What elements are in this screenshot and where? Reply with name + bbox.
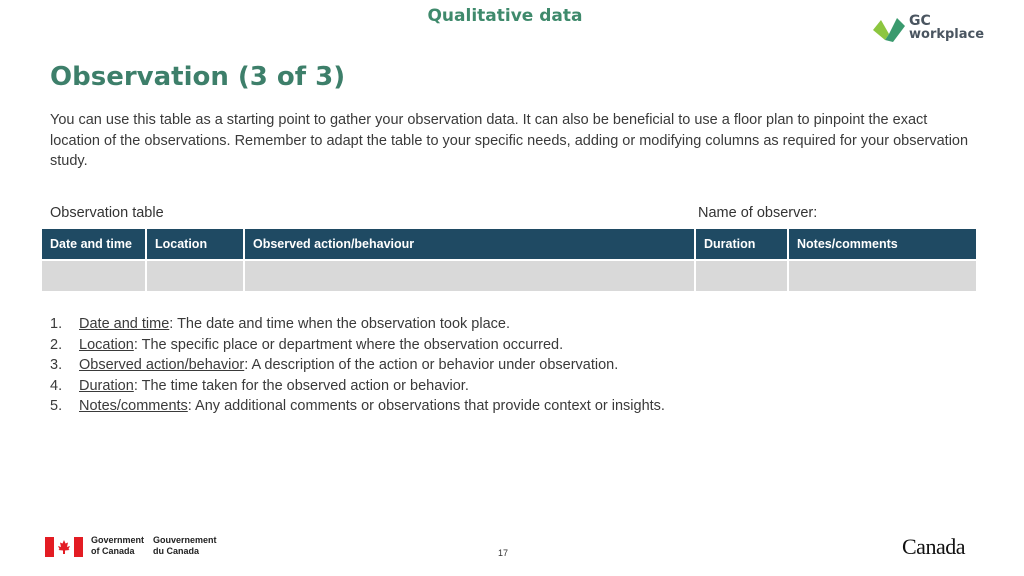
list-number: 3. (50, 357, 63, 373)
table-cell-observed-action[interactable] (244, 260, 695, 291)
header-date-time: Date and time (42, 229, 146, 260)
page-title: Observation (3 of 3) (50, 62, 346, 92)
table-cell-date-time[interactable] (42, 260, 146, 291)
definition-text: : Any additional comments or observations that provide context or insights. (187, 398, 665, 414)
table-cell-location[interactable] (146, 260, 244, 291)
definition-text: : The date and time when the observation took place. (169, 316, 510, 332)
gc-logo-line1: GC (909, 13, 931, 29)
observation-table-label: Observation table (50, 205, 164, 221)
government-en-line1: Government (91, 535, 145, 545)
table-cell-duration[interactable] (695, 260, 788, 291)
intro-paragraph: You can use this table as a starting point to gather your observation data. It can also be beneficial to use a floor plan to pinpoint the exact location of the observations. Remember to adapt the table to your specific needs, adding or modifying columns as required for your observation study. (50, 112, 969, 169)
list-number: 4. (50, 377, 63, 394)
list-item (50, 396, 665, 417)
list-number: 2. (50, 336, 63, 353)
header-location: Location (146, 229, 244, 260)
definition-text: : The time taken for the observed action or behavior. (133, 377, 469, 394)
definition-term: Duration (79, 377, 134, 394)
list-item (50, 376, 665, 397)
government-en-line2: of Canada (91, 546, 135, 556)
table-header-row (42, 229, 976, 260)
definition-term: Observed action/behavior (79, 357, 245, 373)
gc-workplace-logo (873, 14, 983, 46)
gc-logo-line2: workplace (909, 27, 985, 42)
table-row (42, 260, 976, 291)
definition-term: Location (79, 336, 134, 353)
list-item (50, 335, 665, 356)
definition-text: : A description of the action or behavior under observation. (244, 357, 619, 373)
header-notes: Notes/comments (788, 229, 976, 260)
list-item (50, 355, 665, 376)
table-cell-notes[interactable] (788, 260, 976, 291)
definitions-list (50, 314, 665, 417)
header-duration: Duration (695, 229, 788, 260)
page-number: 17 (498, 548, 509, 558)
government-fr-line2: du Canada (153, 546, 200, 556)
section-label: Qualitative data (427, 6, 583, 26)
canada-wordmark: Canada (902, 534, 965, 559)
canada-flag-icon (45, 537, 83, 557)
government-fr-line1: Gouvernement (153, 535, 217, 545)
definition-term: Date and time (79, 316, 170, 332)
list-number: 5. (50, 398, 63, 414)
government-of-canada-signature (45, 535, 245, 559)
header-observed-action: Observed action/behaviour (244, 229, 695, 260)
list-item (50, 314, 665, 335)
observation-table (42, 229, 976, 291)
definition-term: Notes/comments (79, 398, 188, 414)
observer-name-label: Name of observer: (698, 205, 818, 221)
gc-workplace-chevron-icon (873, 16, 905, 44)
list-number: 1. (50, 316, 63, 332)
definition-text: : The specific place or department where the observation occurred. (133, 336, 564, 353)
